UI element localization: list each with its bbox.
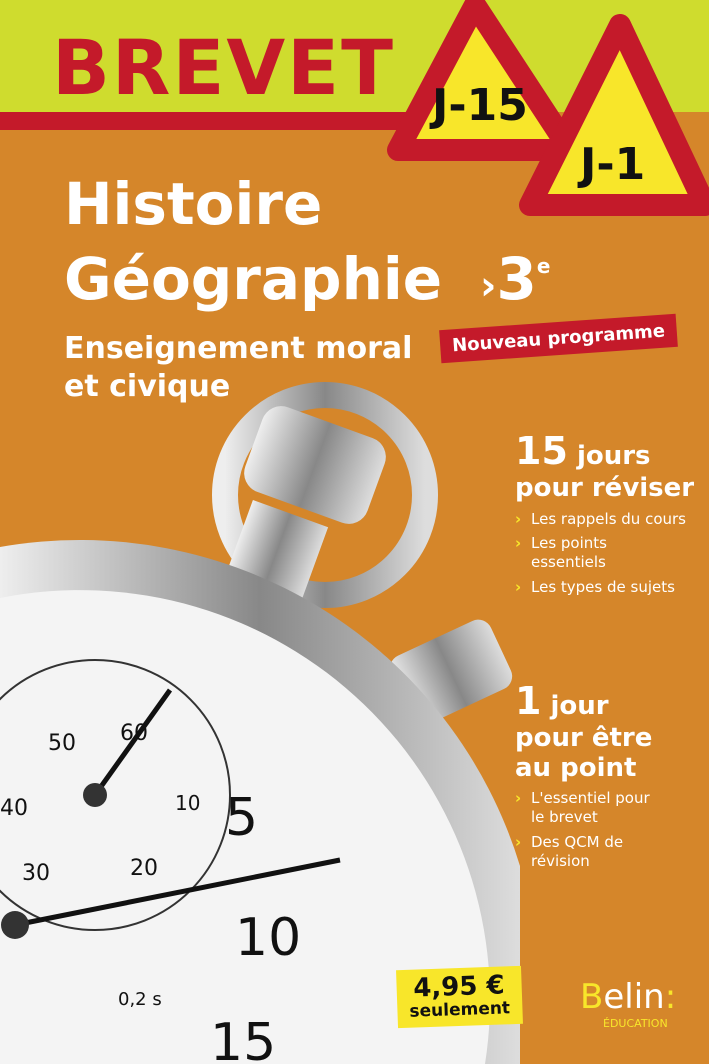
block-1-day	[515, 680, 655, 870]
block-heading: jour	[550, 691, 609, 721]
grade-sup: e	[536, 254, 551, 278]
block-heading: au point	[515, 752, 637, 783]
grade-level	[480, 245, 551, 313]
sign-j15-label: J-15	[432, 80, 528, 131]
block-number: 15	[515, 429, 568, 473]
list-item: › Les points essentiels	[515, 534, 607, 572]
publisher-logo: Belin:	[580, 977, 677, 1017]
block-15-days	[515, 430, 694, 597]
dial-label: 15	[210, 1013, 277, 1064]
price-amount: 4,95 €	[412, 970, 506, 1004]
list-item: › Les rappels du cours	[515, 509, 686, 528]
chevron-right-icon: ›	[480, 263, 497, 309]
title-line-2: Géographie	[64, 245, 443, 313]
block-heading: pour être	[515, 722, 653, 753]
chevron-icon: ›	[515, 832, 522, 851]
dial-label: 50	[48, 731, 76, 756]
subtitle	[64, 330, 412, 405]
main-pivot	[1, 911, 29, 939]
block-number: 1	[515, 679, 542, 723]
chevron-icon: ›	[515, 534, 522, 553]
new-program-badge: Nouveau programme	[439, 314, 678, 363]
dial-label: 10	[175, 791, 201, 815]
list-item: › Les types de sujets	[515, 577, 675, 596]
title-line-1: Histoire	[64, 170, 323, 238]
grade-number: 3	[496, 245, 537, 313]
dial-label: 30	[22, 861, 50, 886]
chevron-icon: ›	[515, 509, 522, 528]
stopwatch-illustration	[0, 380, 520, 1064]
block-heading: pour réviser	[515, 472, 695, 503]
series-title: BREVET	[52, 23, 395, 112]
dial-label: 20	[130, 856, 158, 881]
dial-label: 40	[0, 796, 28, 821]
block-heading: jours	[576, 441, 651, 471]
chevron-icon: ›	[515, 577, 522, 596]
publisher-division: ÉDUCATION	[603, 1017, 668, 1030]
dial-label: 0,2 s	[118, 989, 162, 1010]
list-item: › Des QCM de révision	[515, 832, 624, 870]
dial-label: 5	[225, 788, 259, 848]
dial-label: 60	[120, 721, 148, 746]
subtitle-line-2: et civique	[64, 368, 231, 404]
subtitle-line-1: Enseignement moral	[64, 331, 413, 366]
sign-j1-label: J-1	[580, 139, 646, 190]
price-sticker	[396, 966, 523, 1028]
dial-label: 10	[235, 908, 302, 968]
price-note: seulement	[409, 998, 511, 1022]
chevron-icon: ›	[515, 789, 522, 808]
sub-dial-pivot	[83, 783, 107, 807]
list-item: › L'essentiel pour le brevet	[515, 789, 650, 827]
